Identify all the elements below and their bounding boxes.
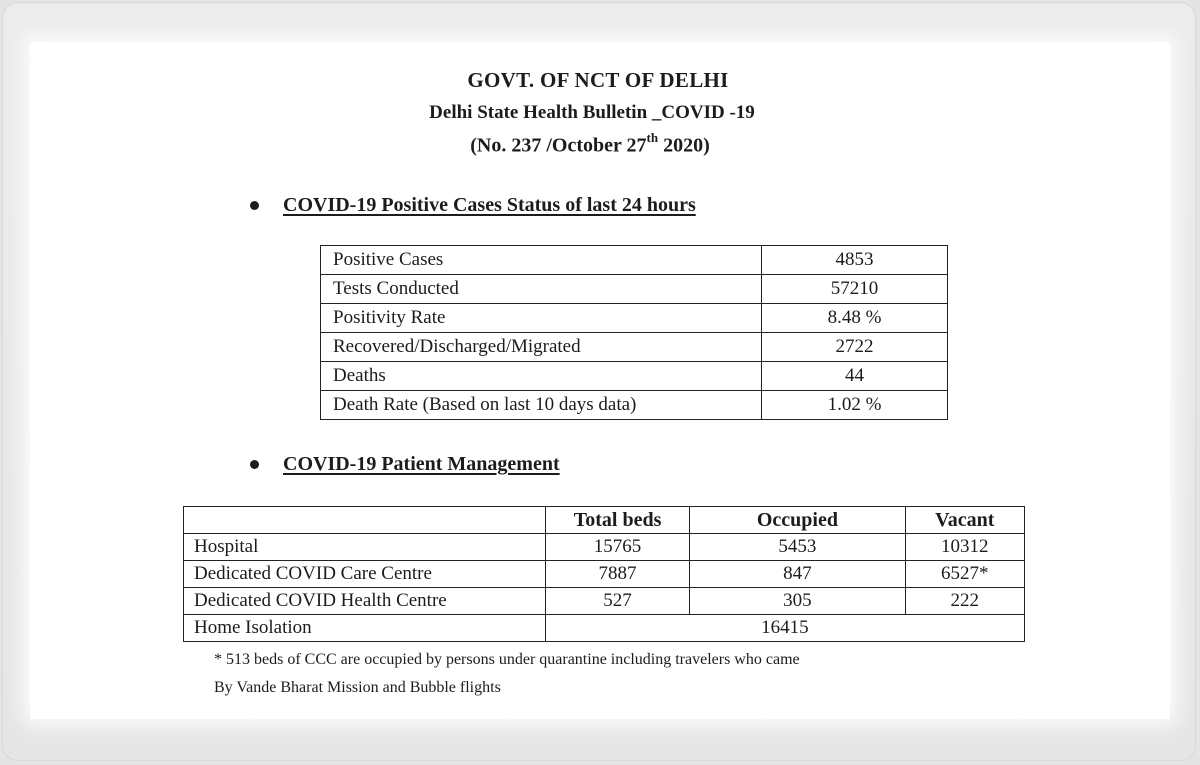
table-header-row: Total beds Occupied Vacant	[184, 507, 1025, 534]
bulletin-number: (No. 237 /October 27th 2020)	[470, 130, 710, 157]
footnote-line-1: * 513 beds of CCC are occupied by persons under quarantine including travelers who came	[214, 651, 800, 668]
bullet-icon	[250, 460, 259, 469]
section-positive-cases-heading: COVID-19 Positive Cases Status of last 24 hours	[250, 194, 696, 217]
positive-cases-table	[320, 245, 948, 420]
bulletin-title: Delhi State Health Bulletin _COVID -19	[429, 102, 755, 123]
table-row: Hospital 15765 5453 10312	[184, 534, 1025, 561]
table-row: Death Rate (Based on last 10 days data) 1.02 %	[321, 391, 948, 420]
footnote-line-2: By Vande Bharat Mission and Bubble flights	[214, 679, 501, 696]
table-row: Home Isolation 16415	[184, 615, 1025, 642]
table-row: Positivity Rate 8.48 %	[321, 304, 948, 333]
govt-title: GOVT. OF NCT OF DELHI	[467, 68, 729, 92]
bulletin-document	[30, 42, 1170, 719]
table-row: Tests Conducted 57210	[321, 275, 948, 304]
section-patient-management-heading: COVID-19 Patient Management	[250, 453, 560, 476]
table-row: Dedicated COVID Health Centre 527 305 222	[184, 588, 1025, 615]
patient-management-table	[183, 506, 1025, 642]
table-row: Recovered/Discharged/Migrated 2722	[321, 333, 948, 362]
table-row: Positive Cases 4853	[321, 246, 948, 275]
table-row: Deaths 44	[321, 362, 948, 391]
bullet-icon	[250, 201, 259, 210]
table-row: Dedicated COVID Care Centre 7887 847 6527*	[184, 561, 1025, 588]
